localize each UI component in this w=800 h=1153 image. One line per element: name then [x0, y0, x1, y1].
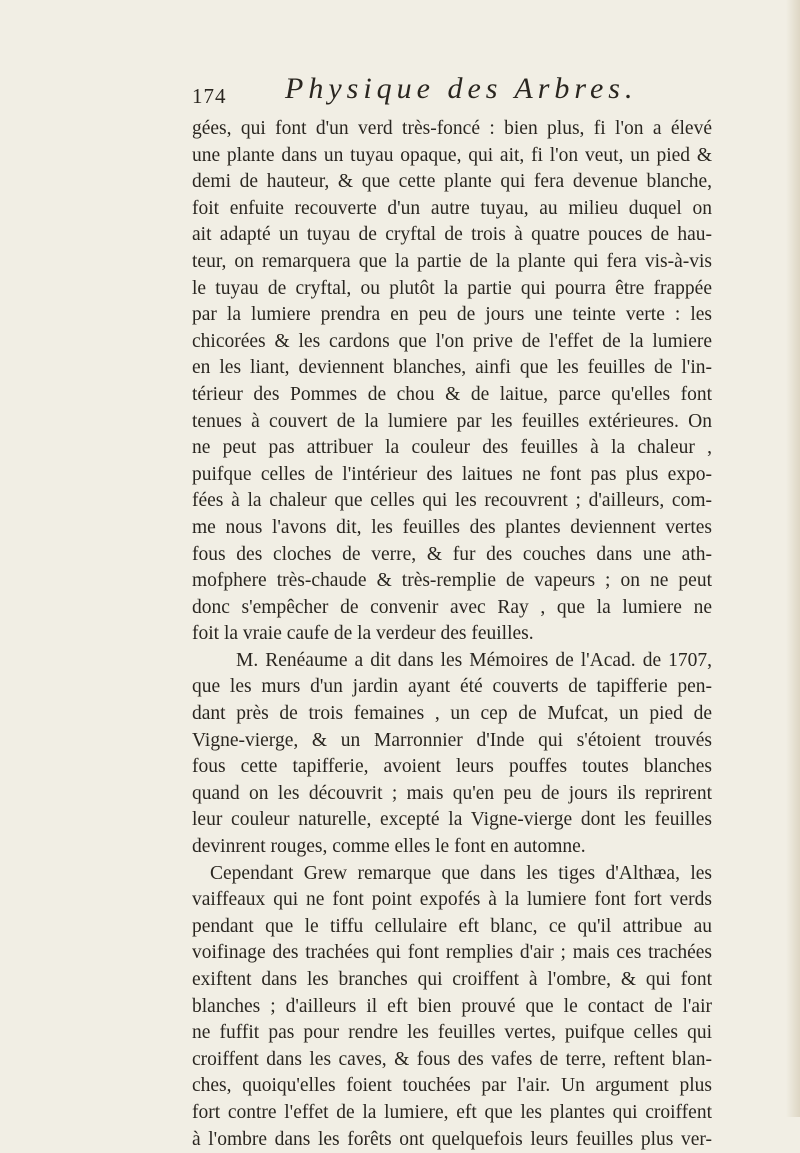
text-line: le tuyau de cryftal, ou plutôt la partie qui pourra être frappée: [192, 277, 712, 299]
text-line: exiftent dans les branches qui croiffent à l'ombre, & qui font: [192, 969, 712, 990]
text-line: pendant que le tiffu cellulaire eft blanc, ce qu'il attribue au: [192, 915, 712, 937]
text-line: quand on les découvrit ; mais qu'en peu de jours ils reprirent: [192, 782, 712, 804]
text-line: donc s'empêcher de convenir avec Ray , que la lumiere ne: [192, 596, 712, 618]
text-line: blanches ; d'ailleurs il eft bien prouvé que le contact de l'air: [192, 995, 712, 1017]
text-line: térieur des Pommes de chou & de laitue, parce qu'elles font: [192, 383, 712, 405]
text-line: fort contre l'effet de la lumiere, eft que les plantes qui croiffent: [192, 1101, 712, 1123]
running-title: Physique des Arbres.: [285, 72, 638, 105]
text-line: ait adapté un tuyau de cryftal de trois à quatre pouces de hau-: [192, 224, 712, 246]
text-line: en les liant, deviennent blanches, ainfi que les feuilles de l'in-: [192, 357, 712, 379]
page-header: [192, 72, 712, 112]
text-line: demi de hauteur, & que cette plante qui fera devenue blanche,: [192, 171, 712, 193]
text-line: gées, qui font d'un verd très-foncé : bien plus, fi l'on a élevé: [192, 118, 712, 139]
text-line: Vigne-vierge, & un Marronnier d'Inde qui s'étoient trouvés: [192, 729, 712, 751]
text-line: puifque celles de l'intérieur des laitues ne font pas plus expo-: [192, 463, 712, 485]
text-line: chicorées & les cardons que l'on prive de l'effet de la lumiere: [192, 330, 712, 352]
text-line: dant près de trois femaines , un cep de Mufcat, un pied de: [192, 703, 712, 725]
text-line: voifinage des trachées qui font remplies d'air ; mais ces trachées: [192, 942, 712, 964]
text-line: fous cette tapifferie, avoient leurs pouffes toutes blanches: [192, 756, 712, 778]
text-line: foit enfuite recouverte d'un autre tuyau, au milieu duquel on: [192, 197, 712, 219]
text-line: devinrent rouges, comme elles le font en automne.: [192, 836, 586, 858]
text-line: teur, on remarquera que la partie de la plante qui fera vis-à-vis: [192, 250, 712, 272]
text-line: une plante dans un tuyau opaque, qui ait, fi l'on veut, un pied &: [192, 144, 712, 166]
text-line: me nous l'avons dit, les feuilles des plantes deviennent vertes: [192, 516, 712, 538]
text-line: ne peut pas attribuer la couleur des feuilles à la chaleur ,: [192, 437, 712, 459]
text-line: leur couleur naturelle, excepté la Vigne-vierge dont les feuilles: [192, 809, 712, 831]
text-line: ne fuffit pas pour rendre les feuilles vertes, puifque celles qui: [192, 1022, 712, 1044]
text-line: ches, quoiqu'elles foient touchées par l'air. Un argument plus: [192, 1075, 712, 1097]
text-line: fous des cloches de verre, & fur des couches dans une ath-: [192, 543, 712, 565]
text-line: croiffent dans les caves, & fous des vafes de terre, reftent blan-: [192, 1048, 712, 1070]
paragraph-start-line: Cependant Grew remarque que dans les tiges d'Althæa, les: [210, 862, 712, 884]
text-line: mofphere très-chaude & très-remplie de vapeurs ; on ne peut: [192, 570, 712, 592]
text-line: à l'ombre dans les forêts ont quelquefois leurs feuilles plus ver-: [192, 1128, 712, 1150]
text-line: fées à la chaleur que celles qui les recouvrent ; d'ailleurs, com-: [192, 490, 712, 512]
text-line: par la lumiere prendra en peu de jours une teinte verte : les: [192, 304, 712, 326]
text-line: tenues à couvert de la lumiere par les feuilles extérieures. On: [192, 410, 712, 432]
page-number: 174: [192, 84, 227, 108]
text-line: vaiffeaux qui ne font point expofés à la lumiere font fort verds: [192, 889, 712, 911]
page-edge-shadow: [786, 0, 800, 1117]
text-line: que les murs d'un jardin ayant été couverts de tapifferie pen-: [192, 676, 712, 698]
body-text: [192, 116, 712, 1153]
text-line: foit la vraie caufe de la verdeur des feuilles.: [192, 623, 534, 645]
paragraph-start-line: M. Renéaume a dit dans les Mémoires de l'Acad. de 1707,: [236, 649, 712, 671]
